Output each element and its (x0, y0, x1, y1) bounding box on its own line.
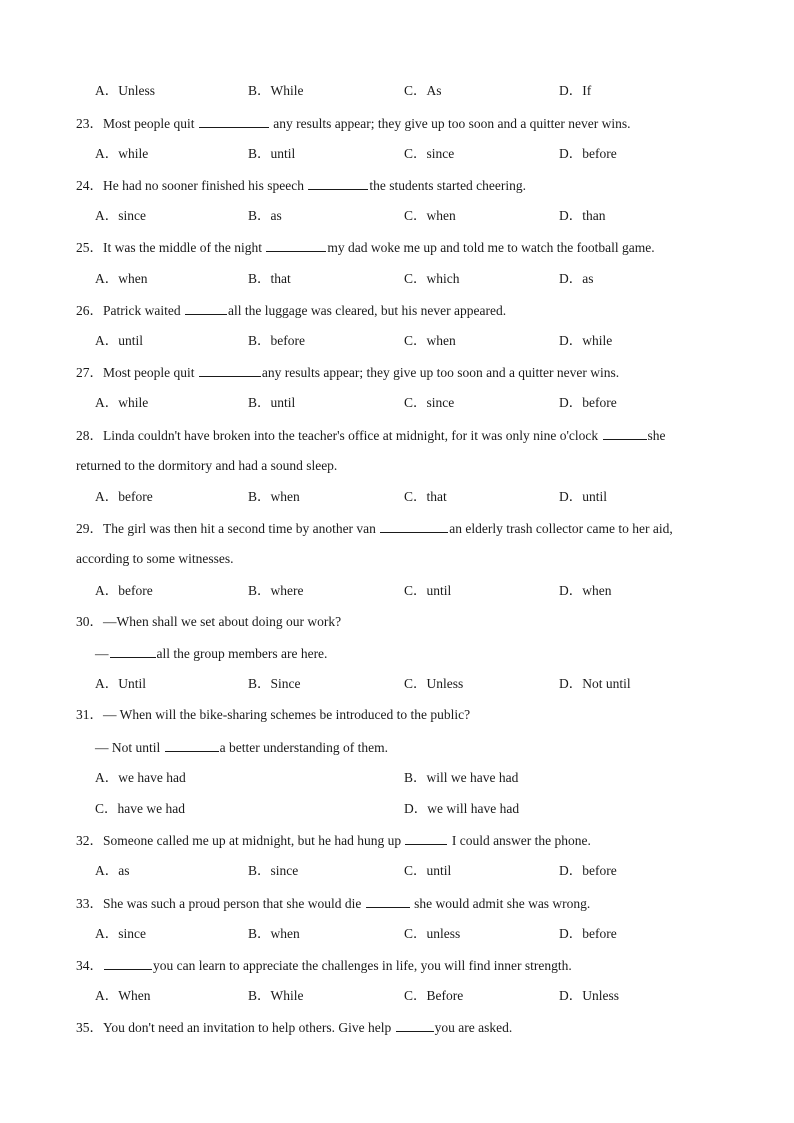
answer-blank (366, 893, 410, 908)
q22-option-d[interactable]: D．If (559, 83, 592, 98)
q32-option-a[interactable]: A．as (95, 863, 130, 878)
q24-option-c[interactable]: C．when (404, 208, 456, 223)
answer-blank (405, 830, 447, 845)
reply-text-before: — (95, 646, 109, 661)
q23-option-d[interactable]: D．before (559, 146, 617, 161)
q28-option-d[interactable]: D．until (559, 489, 608, 504)
question-text-before: It was the middle of the night (103, 240, 266, 255)
question-number: 32． (76, 833, 103, 848)
question-text-after: all the luggage was cleared, but his never appeared. (227, 303, 507, 318)
q31-option-b[interactable]: B．will we have had (404, 770, 519, 785)
question-text-before: Linda couldn't have broken into the teacher's office at midnight, for it was only nine o'clock (103, 428, 602, 443)
q23-option-b[interactable]: B．until (248, 146, 296, 161)
q26-option-c[interactable]: C．when (404, 333, 456, 348)
q25-option-a[interactable]: A．when (95, 271, 148, 286)
reply-text-after: a better understanding of them. (219, 740, 388, 755)
q28-option-c[interactable]: C．that (404, 489, 447, 504)
q32-option-b[interactable]: B．since (248, 863, 299, 878)
q24-option-a[interactable]: A．since (95, 208, 146, 223)
q30-option-d[interactable]: D．Not until (559, 676, 631, 691)
question-text-after: she (647, 428, 666, 443)
q27-option-c[interactable]: C．since (404, 395, 455, 410)
question-text-after: my dad woke me up and told me to watch the football game. (327, 240, 655, 255)
question-text-after: I could answer the phone. (448, 833, 591, 848)
q30-option-a[interactable]: A．Until (95, 676, 147, 691)
q27-option-a[interactable]: A．while (95, 395, 149, 410)
question-text-after: you are asked. (434, 1020, 513, 1035)
question-text-before: —When shall we set about doing our work? (103, 614, 342, 629)
q26-option-b[interactable]: B．before (248, 333, 305, 348)
q27-option-b[interactable]: B．until (248, 395, 296, 410)
q23-option-c[interactable]: C．since (404, 146, 455, 161)
question-text-continuation: according to some witnesses. (76, 551, 234, 566)
q29-option-a[interactable]: A．before (95, 583, 153, 598)
q30-option-c[interactable]: C．Unless (404, 676, 464, 691)
answer-blank (396, 1017, 434, 1032)
question-text-before: She was such a proud person that she would die (103, 896, 365, 911)
question-text-after: an elderly trash collector came to her aid, (449, 521, 673, 536)
q26-option-a[interactable]: A．until (95, 333, 144, 348)
q32-option-c[interactable]: C．until (404, 863, 452, 878)
answer-blank (185, 300, 227, 315)
question-number: 31． (76, 707, 103, 722)
question-number: 27． (76, 365, 103, 380)
question-number: 25． (76, 240, 103, 255)
reply-text-before: — Not until (95, 740, 164, 755)
answer-blank (199, 362, 261, 377)
question-text-before: — When will the bike-sharing schemes be introduced to the public? (103, 707, 471, 722)
answer-blank (380, 518, 448, 533)
question-text-before: The girl was then hit a second time by another van (103, 521, 380, 536)
question-text-before: He had no sooner finished his speech (103, 178, 308, 193)
question-number: 29． (76, 521, 103, 536)
question-text-before: Patrick waited (103, 303, 184, 318)
q31-option-a[interactable]: A．we have had (95, 770, 186, 785)
question-number: 23． (76, 116, 103, 131)
answer-blank (165, 737, 219, 752)
q31-option-c[interactable]: C．have we had (95, 801, 185, 816)
answer-blank (199, 113, 269, 128)
q34-option-b[interactable]: B．While (248, 988, 304, 1003)
q34-option-c[interactable]: C．Before (404, 988, 464, 1003)
answer-blank (104, 955, 152, 970)
question-text-before: Someone called me up at midnight, but he had hung up (103, 833, 405, 848)
question-text-after: she would admit she was wrong. (410, 896, 591, 911)
q25-option-d[interactable]: D．as (559, 271, 594, 286)
question-text-after: any results appear; they give up too soon and a quitter never wins. (269, 116, 631, 131)
q30-option-b[interactable]: B．Since (248, 676, 301, 691)
question-text-before: You don't need an invitation to help others. Give help (103, 1020, 395, 1035)
q27-option-d[interactable]: D．before (559, 395, 617, 410)
q23-option-a[interactable]: A．while (95, 146, 149, 161)
q34-option-d[interactable]: D．Unless (559, 988, 619, 1003)
question-number: 30． (76, 614, 103, 629)
q29-option-c[interactable]: C．until (404, 583, 452, 598)
answer-blank (308, 175, 368, 190)
q29-option-b[interactable]: B．where (248, 583, 304, 598)
q24-option-b[interactable]: B．as (248, 208, 282, 223)
q28-option-b[interactable]: B．when (248, 489, 300, 504)
q33-option-c[interactable]: C．unless (404, 926, 461, 941)
answer-blank (110, 643, 156, 658)
q25-option-b[interactable]: B．that (248, 271, 291, 286)
q32-option-d[interactable]: D．before (559, 863, 617, 878)
answer-blank (266, 237, 326, 252)
q22-option-c[interactable]: C．As (404, 83, 442, 98)
q31-option-d[interactable]: D．we will have had (404, 801, 520, 816)
q29-option-d[interactable]: D．when (559, 583, 612, 598)
question-number: 28． (76, 428, 103, 443)
question-number: 35． (76, 1020, 103, 1035)
q33-option-b[interactable]: B．when (248, 926, 300, 941)
q33-option-a[interactable]: A．since (95, 926, 146, 941)
question-text-after: any results appear; they give up too soon and a quitter never wins. (261, 365, 620, 380)
question-number: 33． (76, 896, 103, 911)
question-text-before: Most people quit (103, 365, 198, 380)
question-number: 24． (76, 178, 103, 193)
q26-option-d[interactable]: D．while (559, 333, 613, 348)
q22-option-b[interactable]: B．While (248, 83, 304, 98)
answer-blank (603, 425, 647, 440)
question-number: 26． (76, 303, 103, 318)
reply-text-after: all the group members are here. (156, 646, 328, 661)
q25-option-c[interactable]: C．which (404, 271, 460, 286)
question-text-continuation: returned to the dormitory and had a sound sleep. (76, 458, 338, 473)
q22-option-a[interactable]: A．Unless (95, 83, 155, 98)
question-number: 34． (76, 958, 103, 973)
question-text-after: the students started cheering. (369, 178, 527, 193)
q34-option-a[interactable]: A．When (95, 988, 151, 1003)
q28-option-a[interactable]: A．before (95, 489, 153, 504)
q33-option-d[interactable]: D．before (559, 926, 617, 941)
q24-option-d[interactable]: D．than (559, 208, 606, 223)
question-text-before: Most people quit (103, 116, 198, 131)
question-text-after: you can learn to appreciate the challenges in life, you will find inner strength. (153, 958, 572, 973)
